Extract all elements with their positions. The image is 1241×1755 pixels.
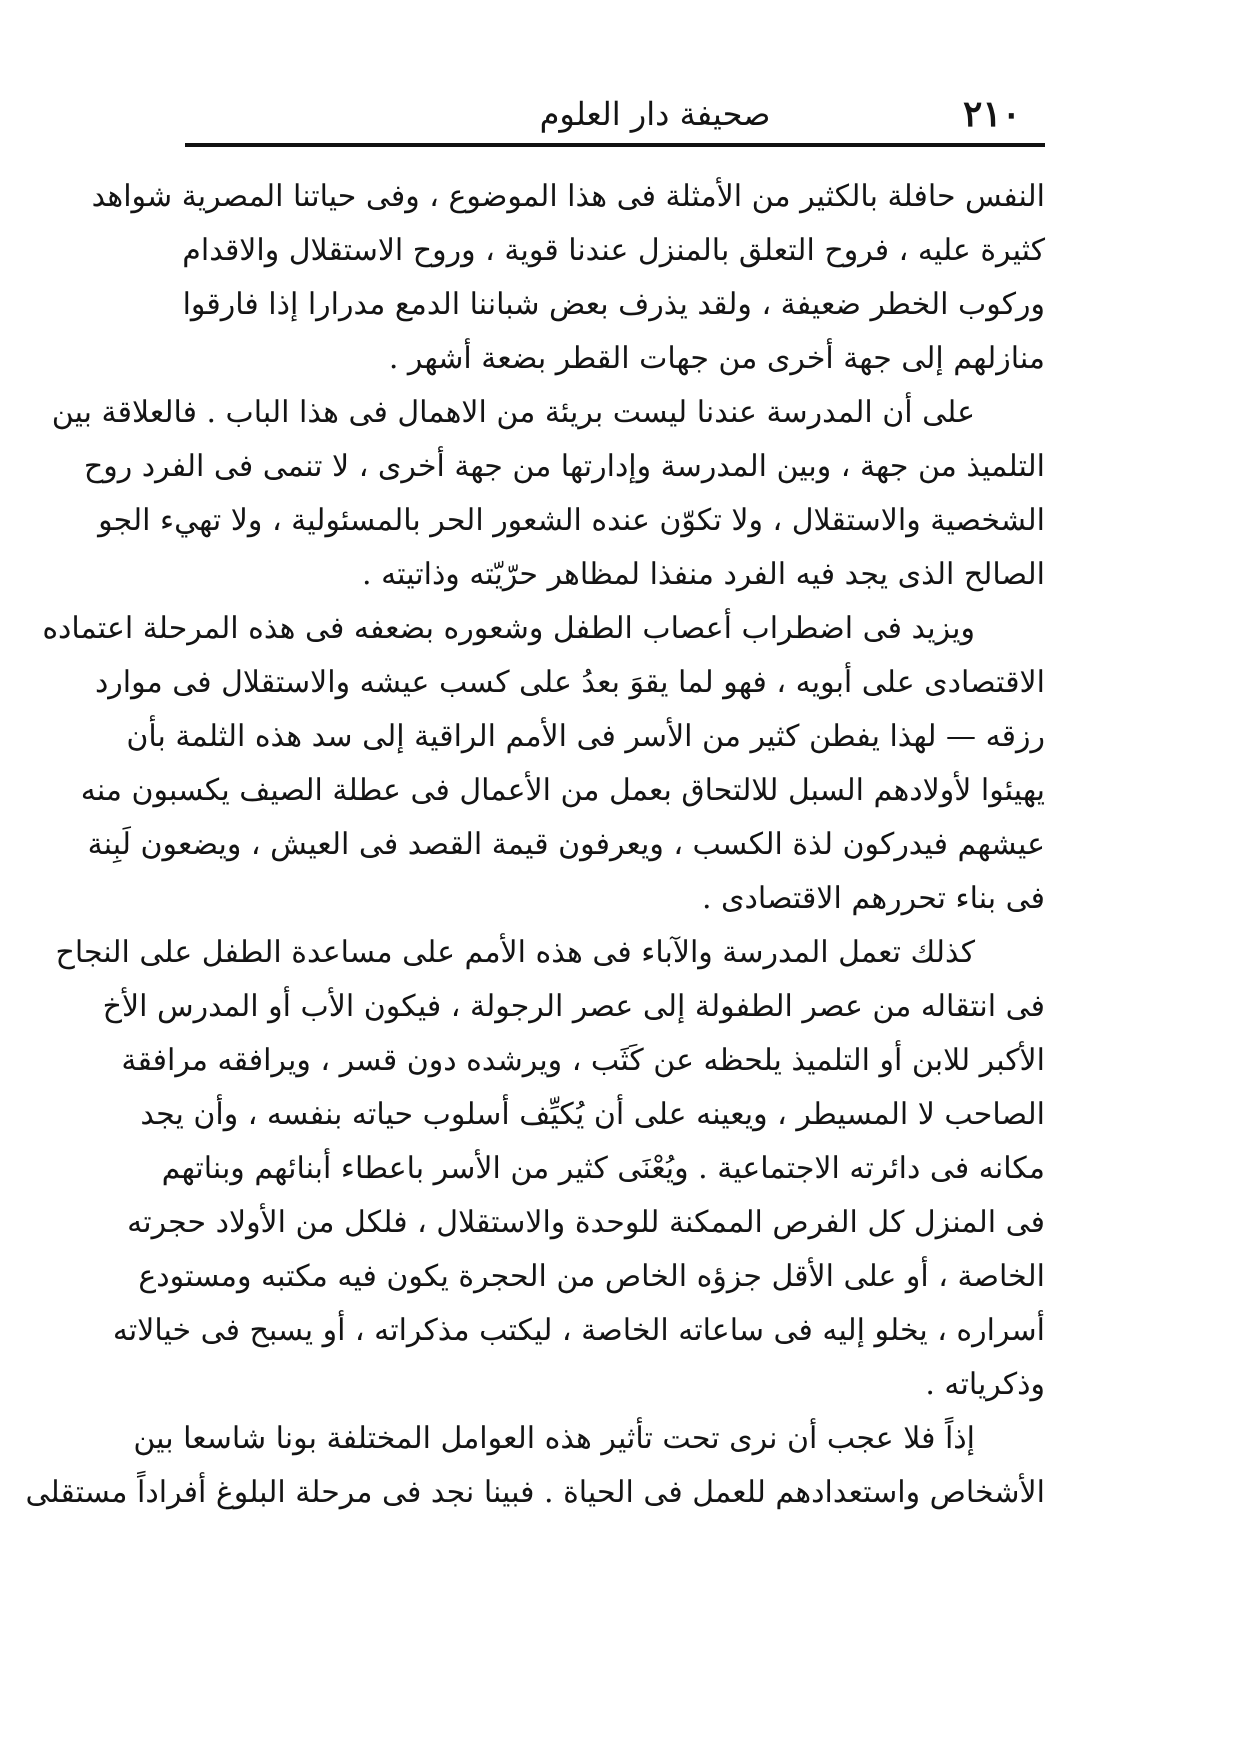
text-line: أسراره ، يخلو إليه فى ساعاته الخاصة ، ليكتب مذكراته ، أو يسبح فى خيالاته xyxy=(112,1313,1045,1348)
text-line: الخاصة ، أو على الأقل جزؤه الخاص من الحجرة يكون فيه مكتبه ومستودع xyxy=(138,1259,1045,1294)
text-line: كذلك تعمل المدرسة والآباء فى هذه الأمم على مساعدة الطفل على النجاح xyxy=(55,935,975,970)
text-line: ويزيد فى اضطراب أعصاب الطفل وشعوره بضعفه فى هذه المرحلة اعتماده xyxy=(42,611,975,646)
header-rule xyxy=(185,143,1045,147)
text-line: إذاً فلا عجب أن نرى تحت تأثير هذه العوامل المختلفة بونا شاسعا بين xyxy=(133,1421,975,1456)
text-line: رزقه — لهذا يفطن كثير من الأسر فى الأمم الراقية إلى سد هذه الثلمة بأن xyxy=(126,719,1045,754)
text-line: الأشخاص واستعدادهم للعمل فى الحياة . فبينا نجد فى مرحلة البلوغ أفراداً مستقلى xyxy=(25,1475,1045,1510)
running-title: صحيفة دار العلوم xyxy=(539,95,771,133)
text-line: وذكرياته . xyxy=(925,1367,1045,1402)
text-line: النفس حافلة بالكثير من الأمثلة فى هذا الموضوع ، وفى حياتنا المصرية شواهد xyxy=(91,179,1045,214)
text-line: كثيرة عليه ، فروح التعلق بالمنزل عندنا قوية ، وروح الاستقلال والاقدام xyxy=(182,233,1045,268)
page-number: ٢١٠ xyxy=(962,93,1021,135)
text-line: وركوب الخطر ضعيفة ، ولقد يذرف بعض شباننا الدمع مدرارا إذا فارقوا xyxy=(182,287,1045,322)
text-line: منازلهم إلى جهة أخرى من جهات القطر بضعة أشهر . xyxy=(388,341,1045,376)
text-line: عيشهم فيدركون لذة الكسب ، ويعرفون قيمة القصد فى العيش ، ويضعون لَبِنة xyxy=(87,827,1045,862)
text-line: فى المنزل كل الفرص الممكنة للوحدة والاستقلال ، فلكل من الأولاد حجرته xyxy=(127,1205,1045,1240)
text-line: على أن المدرسة عندنا ليست بريئة من الاهمال فى هذا الباب . فالعلاقة بين xyxy=(51,395,975,430)
page-header xyxy=(185,84,1045,144)
text-line: الصاحب لا المسيطر ، ويعينه على أن يُكيِّف أسلوب حياته بنفسه ، وأن يجد xyxy=(140,1097,1045,1132)
text-line: الشخصية والاستقلال ، ولا تكوّن عنده الشعور الحر بالمسئولية ، ولا تهيء الجو xyxy=(98,503,1045,538)
text-line: الأكبر للابن أو التلميذ يلحظه عن كَثَب ، ويرشده دون قسر ، ويرافقه مرافقة xyxy=(121,1043,1045,1078)
text-line: فى انتقاله من عصر الطفولة إلى عصر الرجولة ، فيكون الأب أو المدرس الأخ xyxy=(102,989,1045,1024)
text-line: الاقتصادى على أبويه ، فهو لما يقوَ بعدُ على كسب عيشه والاستقلال فى موارد xyxy=(94,665,1045,700)
text-line: الصالح الذى يجد فيه الفرد منفذا لمظاهر حرّيّته وذاتيته . xyxy=(362,557,1045,592)
text-line: فى بناء تحررهم الاقتصادى . xyxy=(701,881,1045,916)
text-line: التلميذ من جهة ، وبين المدرسة وإدارتها من جهة أخرى ، لا تنمى فى الفرد روح xyxy=(83,449,1045,484)
body-text xyxy=(25,170,1045,1520)
text-line: مكانه فى دائرته الاجتماعية . ويُعْنَى كثير من الأسر باعطاء أبنائهم وبناتهم xyxy=(161,1151,1045,1186)
text-line: يهيئوا لأولادهم السبل للالتحاق بعمل من الأعمال فى عطلة الصيف يكسبون منه xyxy=(80,773,1045,808)
